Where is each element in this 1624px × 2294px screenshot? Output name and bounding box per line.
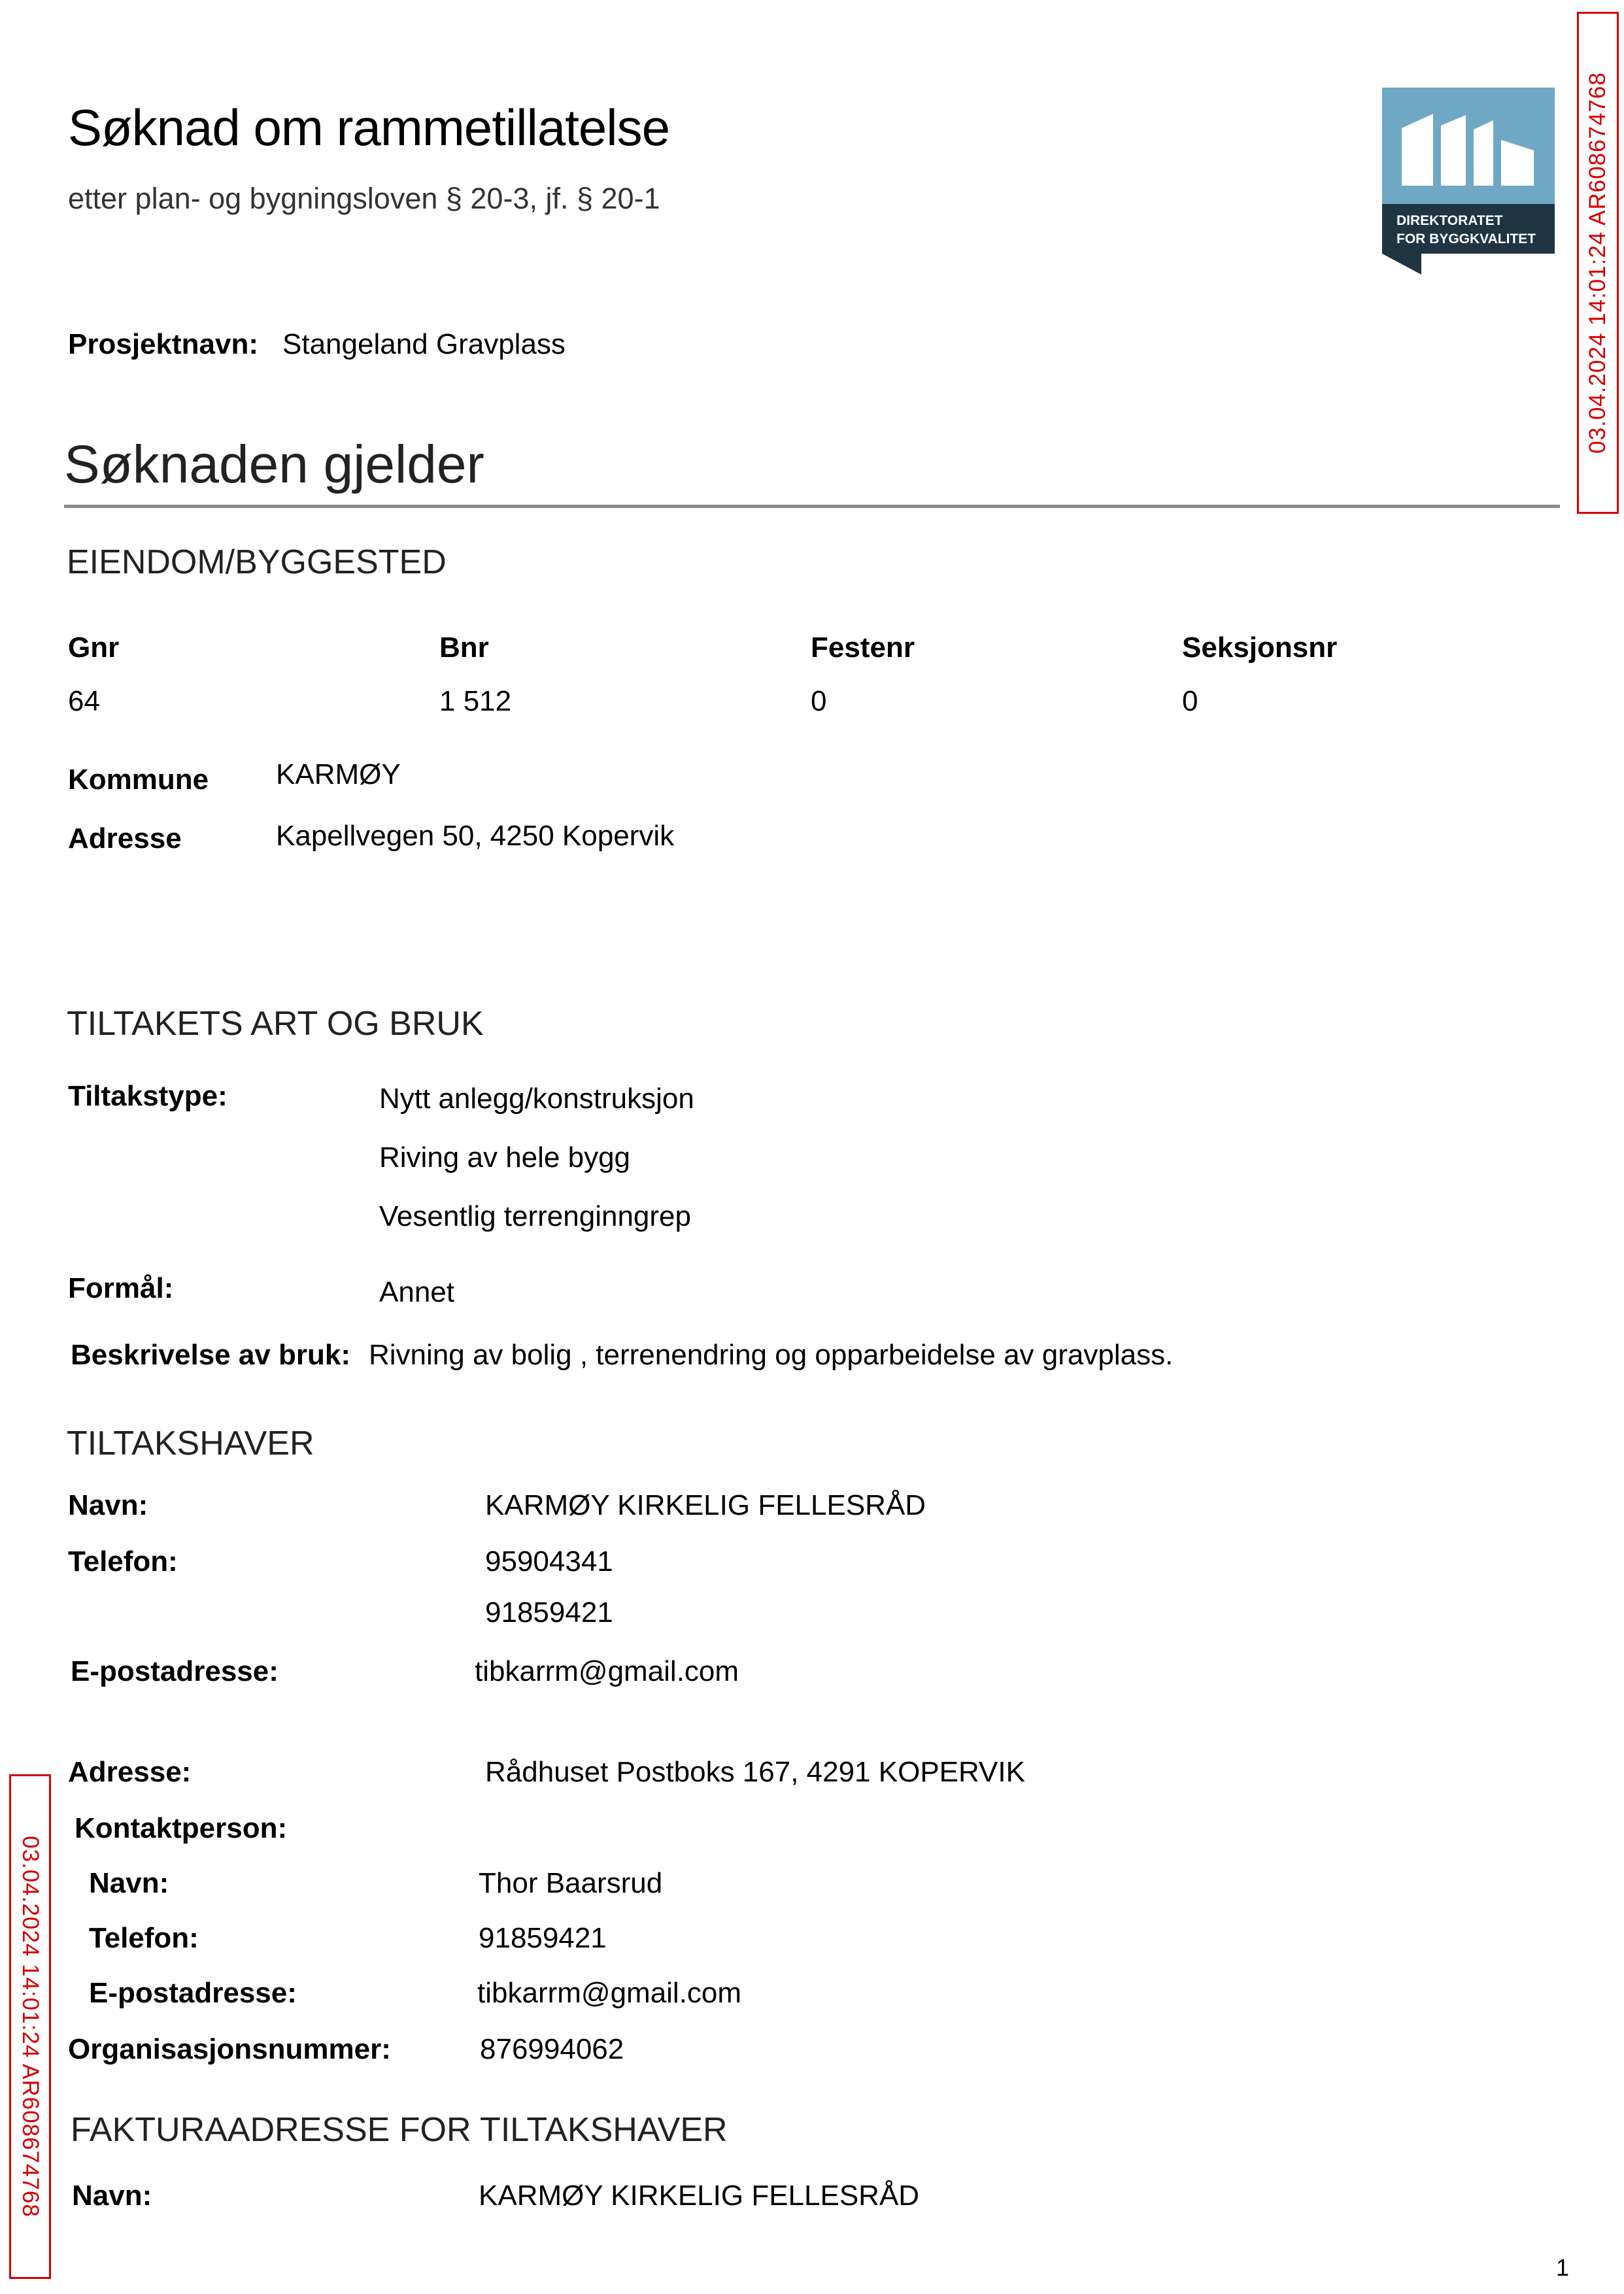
- kontakt-telefon-label: Telefon:: [89, 1922, 199, 1954]
- document-title: Søknad om rammetillatelse: [68, 99, 669, 156]
- tiltakshaver-telefon-label: Telefon:: [68, 1545, 178, 1577]
- faktura-navn-label: Navn:: [72, 2180, 152, 2212]
- gnr-value: 64: [68, 685, 100, 717]
- logo-line-2: FOR BYGGKVALITET: [1396, 231, 1536, 246]
- receipt-stamp-left-text: 03.04.2024 14:01:24 AR608674768: [18, 1836, 43, 2218]
- receipt-stamp-top-text: 03.04.2024 14:01:24 AR608674768: [1585, 72, 1610, 454]
- tiltakstype-item: Nytt anlegg/konstruksjon: [379, 1083, 694, 1115]
- formal-value: Annet: [379, 1276, 454, 1308]
- tiltakshaver-heading: TILTAKSHAVER: [67, 1425, 314, 1462]
- seksjonsnr-label: Seksjonsnr: [1182, 632, 1338, 664]
- festenr-value: 0: [811, 685, 827, 717]
- bnr-value: 1 512: [439, 685, 512, 717]
- dibk-logo: [1382, 88, 1555, 275]
- festenr-label: Festenr: [811, 632, 915, 664]
- tiltakshaver-navn-value: KARMØY KIRKELIG FELLESRÅD: [485, 1489, 926, 1521]
- section-divider: [64, 505, 1560, 508]
- faktura-heading: FAKTURAADRESSE FOR TILTAKSHAVER: [71, 2111, 728, 2149]
- project-value: Stangeland Gravplass: [282, 328, 566, 360]
- beskrivelse-value: Rivning av bolig , terrenendring og opparbeidelse av gravplass.: [369, 1339, 1174, 1371]
- tiltakstype-item: Vesentlig terrenginngrep: [379, 1200, 691, 1232]
- tiltakshaver-adresse-label: Adresse:: [68, 1756, 192, 1788]
- kontakt-epost-value: tibkarrm@gmail.com: [477, 1977, 742, 2009]
- section-title: Søknaden gjelder: [64, 435, 484, 494]
- beskrivelse-label: Beskrivelse av bruk:: [71, 1339, 351, 1371]
- kontakt-epost-label: E-postadresse:: [89, 1977, 297, 2009]
- kontakt-navn-value: Thor Baarsrud: [479, 1867, 663, 1899]
- tiltakshaver-navn-label: Navn:: [68, 1489, 148, 1521]
- kontakt-telefon-value: 91859421: [479, 1922, 607, 1954]
- kontakt-navn-label: Navn:: [89, 1867, 169, 1899]
- orgnr-label: Organisasjonsnummer:: [68, 2033, 391, 2065]
- receipt-stamp-left: [9, 1774, 51, 2279]
- bnr-label: Bnr: [439, 632, 489, 664]
- document-subtitle: etter plan- og bygningsloven § 20-3, jf. § 20-1: [68, 182, 660, 215]
- tiltak-heading: TILTAKETS ART OG BRUK: [67, 1005, 484, 1043]
- tiltakstype-item: Riving av hele bygg: [379, 1141, 631, 1173]
- kommune-label: Kommune: [68, 764, 209, 796]
- seksjonsnr-value: 0: [1182, 685, 1198, 717]
- tiltakshaver-epost-value: tibkarrm@gmail.com: [475, 1655, 739, 1687]
- tiltakshaver-epost-label: E-postadresse:: [71, 1655, 279, 1687]
- property-heading: EIENDOM/BYGGESTED: [67, 543, 447, 581]
- gnr-label: Gnr: [68, 632, 120, 664]
- logo-line-1: DIREKTORATET: [1396, 213, 1503, 228]
- tiltakshaver-telefon-value: 95904341: [485, 1545, 613, 1577]
- formal-label: Formål:: [68, 1272, 174, 1304]
- page-number: 1: [1556, 2254, 1570, 2281]
- tiltakshaver-telefon-value: 91859421: [485, 1596, 613, 1628]
- orgnr-value: 876994062: [480, 2033, 624, 2065]
- receipt-stamp-top: [1577, 12, 1619, 514]
- kontaktperson-label: Kontaktperson:: [75, 1812, 288, 1844]
- faktura-navn-value: KARMØY KIRKELIG FELLESRÅD: [479, 2180, 920, 2212]
- kommune-value: KARMØY: [276, 758, 401, 790]
- tiltakshaver-adresse-value: Rådhuset Postboks 167, 4291 KOPERVIK: [485, 1756, 1025, 1788]
- project-label: Prosjektnavn:: [68, 328, 258, 360]
- adresse-value: Kapellvegen 50, 4250 Kopervik: [276, 820, 675, 852]
- tiltakstype-label: Tiltakstype:: [68, 1080, 228, 1112]
- adresse-label: Adresse: [68, 822, 182, 854]
- dibk-logo-icon: [1382, 88, 1555, 275]
